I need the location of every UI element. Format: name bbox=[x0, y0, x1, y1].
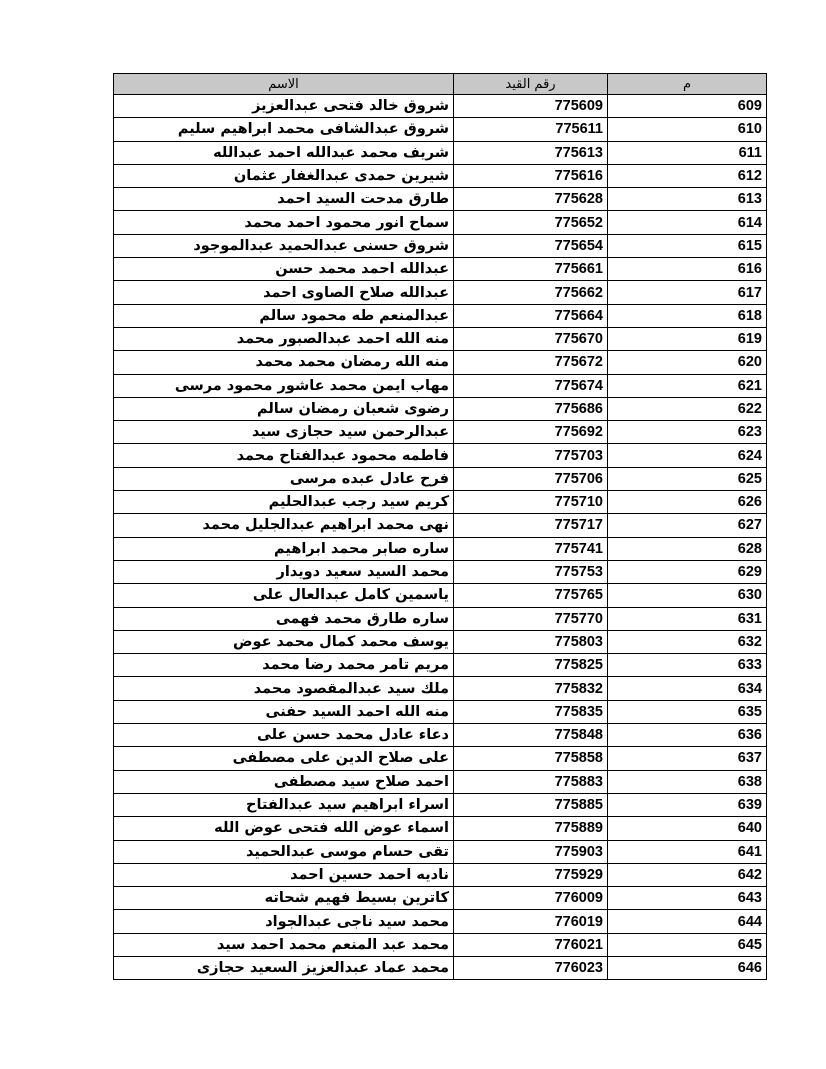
serial-number-cell: 639 bbox=[608, 793, 767, 816]
serial-number-cell: 646 bbox=[608, 956, 767, 979]
serial-number-cell: 612 bbox=[608, 164, 767, 187]
registration-number-cell: 775706 bbox=[454, 467, 608, 490]
table-row bbox=[114, 374, 767, 397]
student-name-cell: محمد عماد عبدالعزيز السعيد حجازى bbox=[114, 956, 454, 979]
student-name-cell: ناديه احمد حسين احمد bbox=[114, 863, 454, 886]
registration-number-cell: 775654 bbox=[454, 234, 608, 257]
student-name-cell: فاطمه محمود عبدالفتاح محمد bbox=[114, 444, 454, 467]
serial-number-cell: 638 bbox=[608, 770, 767, 793]
serial-number-cell: 622 bbox=[608, 397, 767, 420]
student-name-cell: منه الله احمد عبدالصبور محمد bbox=[114, 327, 454, 350]
table-row bbox=[114, 304, 767, 327]
student-name-cell: على صلاح الدين على مصطفى bbox=[114, 747, 454, 770]
serial-number-cell: 623 bbox=[608, 421, 767, 444]
table-row bbox=[114, 514, 767, 537]
registration-number-cell: 775885 bbox=[454, 793, 608, 816]
table-row bbox=[114, 234, 767, 257]
student-name-cell: محمد السيد سعيد دويدار bbox=[114, 560, 454, 583]
student-name-cell: احمد صلاح سيد مصطفى bbox=[114, 770, 454, 793]
student-name-cell: محمد عبد المنعم محمد احمد سيد bbox=[114, 933, 454, 956]
table-row bbox=[114, 677, 767, 700]
student-name-cell: رضوى شعبان رمضان سالم bbox=[114, 397, 454, 420]
registration-number-cell: 775753 bbox=[454, 560, 608, 583]
student-name-cell: ياسمين كامل عبدالعال على bbox=[114, 584, 454, 607]
registration-number-cell: 775628 bbox=[454, 188, 608, 211]
student-name-cell: شيرين حمدى عبدالغفار عثمان bbox=[114, 164, 454, 187]
table-row bbox=[114, 351, 767, 374]
registration-number-cell: 775686 bbox=[454, 397, 608, 420]
student-name-cell: ملك سيد عبدالمقصود محمد bbox=[114, 677, 454, 700]
serial-number-cell: 610 bbox=[608, 118, 767, 141]
serial-number-cell: 624 bbox=[608, 444, 767, 467]
table-row bbox=[114, 281, 767, 304]
serial-number-cell: 621 bbox=[608, 374, 767, 397]
table-row bbox=[114, 793, 767, 816]
table-row bbox=[114, 956, 767, 979]
table-row bbox=[114, 467, 767, 490]
serial-number-cell: 616 bbox=[608, 258, 767, 281]
student-name-cell: دعاء عادل محمد حسن على bbox=[114, 724, 454, 747]
student-name-cell: سماح انور محمود احمد محمد bbox=[114, 211, 454, 234]
serial-number-cell: 628 bbox=[608, 537, 767, 560]
student-name-cell: فرح عادل عبده مرسى bbox=[114, 467, 454, 490]
student-name-cell: اسماء عوض الله فتحى عوض الله bbox=[114, 817, 454, 840]
registration-number-cell: 775803 bbox=[454, 630, 608, 653]
registration-number-cell: 775661 bbox=[454, 258, 608, 281]
student-name-cell: عبدالرحمن سيد حجازى سيد bbox=[114, 421, 454, 444]
student-name-cell: محمد سيد ناجى عبدالجواد bbox=[114, 910, 454, 933]
registration-number-cell: 775929 bbox=[454, 863, 608, 886]
serial-number-cell: 618 bbox=[608, 304, 767, 327]
table-row bbox=[114, 164, 767, 187]
table-row bbox=[114, 770, 767, 793]
table-row bbox=[114, 258, 767, 281]
registration-number-cell: 775613 bbox=[454, 141, 608, 164]
serial-number-cell: 617 bbox=[608, 281, 767, 304]
student-name-cell: شروق حسنى عبدالحميد عبدالموجود bbox=[114, 234, 454, 257]
serial-number-cell: 619 bbox=[608, 327, 767, 350]
serial-number-cell: 611 bbox=[608, 141, 767, 164]
serial-number-cell: 620 bbox=[608, 351, 767, 374]
registration-number-cell: 775674 bbox=[454, 374, 608, 397]
header-name: الاسم bbox=[114, 74, 454, 95]
table-row bbox=[114, 887, 767, 910]
student-name-cell: ساره طارق محمد فهمى bbox=[114, 607, 454, 630]
student-name-cell: عبدالمنعم طه محمود سالم bbox=[114, 304, 454, 327]
student-name-cell: شروق خالد فتحى عبدالعزيز bbox=[114, 95, 454, 118]
student-name-cell: شروق عبدالشافى محمد ابراهيم سليم bbox=[114, 118, 454, 141]
serial-number-cell: 640 bbox=[608, 817, 767, 840]
registration-number-cell: 775883 bbox=[454, 770, 608, 793]
registration-number-cell: 775662 bbox=[454, 281, 608, 304]
student-name-cell: ساره صابر محمد ابراهيم bbox=[114, 537, 454, 560]
table-row bbox=[114, 607, 767, 630]
student-roster-table bbox=[113, 73, 767, 980]
registration-number-cell: 775609 bbox=[454, 95, 608, 118]
table-row bbox=[114, 560, 767, 583]
registration-number-cell: 775692 bbox=[454, 421, 608, 444]
table-row bbox=[114, 327, 767, 350]
registration-number-cell: 775616 bbox=[454, 164, 608, 187]
table-row bbox=[114, 95, 767, 118]
student-name-cell: نهى محمد ابراهيم عبدالجليل محمد bbox=[114, 514, 454, 537]
registration-number-cell: 775611 bbox=[454, 118, 608, 141]
serial-number-cell: 629 bbox=[608, 560, 767, 583]
registration-number-cell: 775664 bbox=[454, 304, 608, 327]
registration-number-cell: 775835 bbox=[454, 700, 608, 723]
table-row bbox=[114, 863, 767, 886]
table-row bbox=[114, 491, 767, 514]
table-row bbox=[114, 933, 767, 956]
registration-number-cell: 775670 bbox=[454, 327, 608, 350]
registration-number-cell: 775825 bbox=[454, 654, 608, 677]
student-name-cell: يوسف محمد كمال محمد عوض bbox=[114, 630, 454, 653]
registration-number-cell: 775903 bbox=[454, 840, 608, 863]
table-row bbox=[114, 188, 767, 211]
serial-number-cell: 615 bbox=[608, 234, 767, 257]
serial-number-cell: 634 bbox=[608, 677, 767, 700]
student-name-cell: مريم تامر محمد رضا محمد bbox=[114, 654, 454, 677]
serial-number-cell: 645 bbox=[608, 933, 767, 956]
serial-number-cell: 637 bbox=[608, 747, 767, 770]
registration-number-cell: 775770 bbox=[454, 607, 608, 630]
student-name-cell: اسراء ابراهيم سيد عبدالفتاح bbox=[114, 793, 454, 816]
registration-number-cell: 775832 bbox=[454, 677, 608, 700]
header-serial: م bbox=[608, 74, 767, 95]
table-row bbox=[114, 444, 767, 467]
serial-number-cell: 643 bbox=[608, 887, 767, 910]
table-row bbox=[114, 817, 767, 840]
table-row bbox=[114, 700, 767, 723]
registration-number-cell: 775672 bbox=[454, 351, 608, 374]
registration-number-cell: 776019 bbox=[454, 910, 608, 933]
table-row bbox=[114, 630, 767, 653]
table-row bbox=[114, 747, 767, 770]
serial-number-cell: 609 bbox=[608, 95, 767, 118]
registration-number-cell: 776023 bbox=[454, 956, 608, 979]
student-name-cell: مهاب ايمن محمد عاشور محمود مرسى bbox=[114, 374, 454, 397]
serial-number-cell: 644 bbox=[608, 910, 767, 933]
serial-number-cell: 642 bbox=[608, 863, 767, 886]
registration-number-cell: 775717 bbox=[454, 514, 608, 537]
registration-number-cell: 775889 bbox=[454, 817, 608, 840]
serial-number-cell: 614 bbox=[608, 211, 767, 234]
table-body bbox=[114, 95, 767, 980]
serial-number-cell: 626 bbox=[608, 491, 767, 514]
student-name-cell: منه الله احمد السيد حفنى bbox=[114, 700, 454, 723]
header-row bbox=[114, 74, 767, 95]
serial-number-cell: 633 bbox=[608, 654, 767, 677]
serial-number-cell: 632 bbox=[608, 630, 767, 653]
registration-number-cell: 776009 bbox=[454, 887, 608, 910]
table-header bbox=[114, 74, 767, 95]
registration-number-cell: 775703 bbox=[454, 444, 608, 467]
student-name-cell: كاترين بسيط فهيم شحاته bbox=[114, 887, 454, 910]
serial-number-cell: 627 bbox=[608, 514, 767, 537]
serial-number-cell: 631 bbox=[608, 607, 767, 630]
registration-number-cell: 775848 bbox=[454, 724, 608, 747]
student-name-cell: تقى حسام موسى عبدالحميد bbox=[114, 840, 454, 863]
table-row bbox=[114, 141, 767, 164]
student-name-cell: عبدالله صلاح الصاوى احمد bbox=[114, 281, 454, 304]
registration-number-cell: 775741 bbox=[454, 537, 608, 560]
table-row bbox=[114, 397, 767, 420]
serial-number-cell: 613 bbox=[608, 188, 767, 211]
student-name-cell: شريف محمد عبدالله احمد عبدالله bbox=[114, 141, 454, 164]
table-row bbox=[114, 840, 767, 863]
serial-number-cell: 630 bbox=[608, 584, 767, 607]
table-row bbox=[114, 537, 767, 560]
table-row bbox=[114, 584, 767, 607]
student-name-cell: طارق مدحت السيد احمد bbox=[114, 188, 454, 211]
header-registration-number: رقم القيد bbox=[454, 74, 608, 95]
registration-number-cell: 775652 bbox=[454, 211, 608, 234]
serial-number-cell: 635 bbox=[608, 700, 767, 723]
table-row bbox=[114, 118, 767, 141]
registration-number-cell: 775710 bbox=[454, 491, 608, 514]
serial-number-cell: 636 bbox=[608, 724, 767, 747]
table-row bbox=[114, 421, 767, 444]
registration-number-cell: 775765 bbox=[454, 584, 608, 607]
registration-number-cell: 776021 bbox=[454, 933, 608, 956]
serial-number-cell: 641 bbox=[608, 840, 767, 863]
registration-number-cell: 775858 bbox=[454, 747, 608, 770]
table-row bbox=[114, 910, 767, 933]
table-row bbox=[114, 724, 767, 747]
table-row bbox=[114, 211, 767, 234]
student-name-cell: عبدالله احمد محمد حسن bbox=[114, 258, 454, 281]
serial-number-cell: 625 bbox=[608, 467, 767, 490]
student-name-cell: منه الله رمضان محمد محمد bbox=[114, 351, 454, 374]
table-row bbox=[114, 654, 767, 677]
student-name-cell: كريم سيد رجب عبدالحليم bbox=[114, 491, 454, 514]
